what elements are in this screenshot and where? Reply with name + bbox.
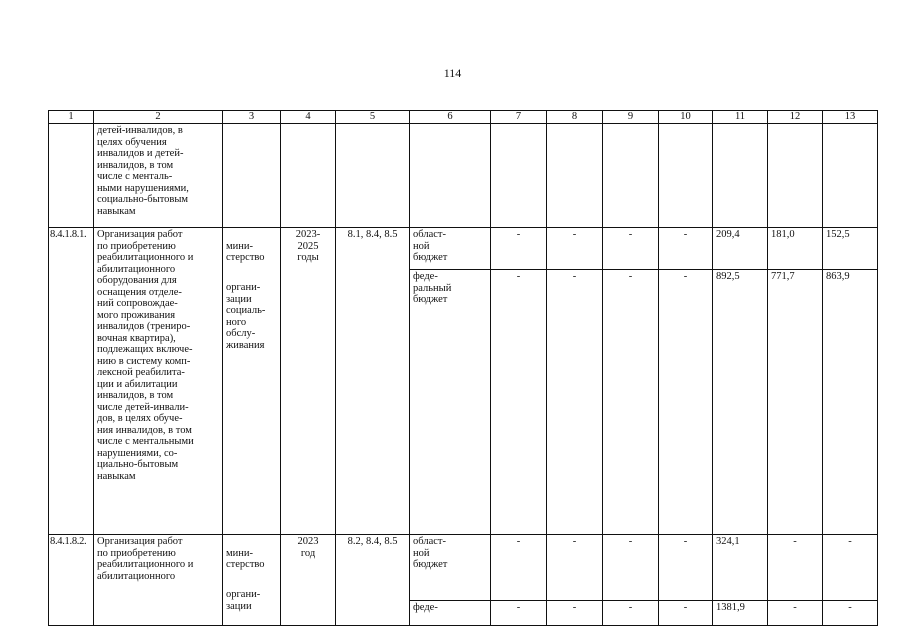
- column-number: 7: [491, 111, 547, 124]
- column-number: 12: [768, 111, 823, 124]
- table-row: [49, 228, 878, 270]
- value-cell: -: [491, 535, 547, 601]
- value-cell: -: [491, 228, 547, 270]
- column-number: 9: [603, 111, 659, 124]
- indicators-cell: 8.2, 8.4, 8.5: [336, 535, 410, 626]
- value-cell: -: [491, 270, 547, 535]
- value-cell: -: [603, 270, 659, 535]
- code-cell: 8.4.1.8.2.: [49, 535, 94, 626]
- value-cell: -: [659, 601, 713, 625]
- executor-cell: [223, 228, 281, 535]
- description-cell: Организация работ по приобретению реабилитационного и абилитационного: [94, 535, 223, 626]
- value-cell: 209,4: [713, 228, 768, 270]
- executor-cell: [223, 535, 281, 626]
- value-cell: -: [491, 601, 547, 625]
- period-cell: 2023- 2025 годы: [281, 228, 336, 535]
- value-cell: -: [659, 535, 713, 601]
- description-cell: Организация работ по приобретению реабилитационного и абилитационного оборудования для оснащения отделе- ний сопровождае- мого проживания инвалидов (трениро- вочная квартира), подлежащих включе- нию в систему комп- лексной реабилита- ции и абилитации инвалидов, в том числе детей-инвали- дов, в целях обуче- ния инвалидов, в том числе с ментальными нарушениями, со- циально-бытовым навыкам: [94, 228, 223, 535]
- value-cell: -: [659, 228, 713, 270]
- period-cell: 2023 год: [281, 535, 336, 626]
- page-number: 114: [443, 66, 462, 80]
- value-cell: -: [603, 228, 659, 270]
- funding-source: област- ной бюджет: [410, 535, 491, 601]
- value-cell: -: [823, 601, 878, 625]
- funding-source: област- ной бюджет: [410, 228, 491, 270]
- value-cell: 1381,9: [713, 601, 768, 625]
- value-cell: -: [547, 270, 603, 535]
- column-number: 5: [336, 111, 410, 124]
- executor-secondary: органи- зации: [226, 589, 261, 612]
- table-row: [49, 535, 878, 601]
- description-cell: детей-инвалидов, в целях обучения инвалидов и детей- инвалидов, в том числе с менталь- ными нарушениями, социально-бытовым навыкам: [94, 124, 223, 228]
- value-cell: 181,0: [768, 228, 823, 270]
- executor-primary: мини- стерство: [226, 547, 265, 570]
- funding-source: феде-: [410, 601, 491, 625]
- column-number: 4: [281, 111, 336, 124]
- value-cell: -: [768, 535, 823, 601]
- value-cell: 863,9: [823, 270, 878, 535]
- indicators-cell: 8.1, 8.4, 8.5: [336, 228, 410, 535]
- column-number: 13: [823, 111, 878, 124]
- value-cell: -: [768, 601, 823, 625]
- value-cell: -: [823, 535, 878, 601]
- column-number: 10: [659, 111, 713, 124]
- value-cell: 892,5: [713, 270, 768, 535]
- column-number: 2: [94, 111, 223, 124]
- value-cell: 324,1: [713, 535, 768, 601]
- program-table: [48, 110, 878, 626]
- value-cell: -: [659, 270, 713, 535]
- value-cell: 152,5: [823, 228, 878, 270]
- executor-secondary: органи- зации социаль- ного обслу- живания: [226, 282, 266, 351]
- value-cell: -: [603, 535, 659, 601]
- column-number: 1: [49, 111, 94, 124]
- continuation-row: [49, 124, 878, 228]
- code-cell: 8.4.1.8.1.: [49, 228, 94, 535]
- executor-primary: мини- стерство: [226, 240, 265, 263]
- column-number: 6: [410, 111, 491, 124]
- funding-source: феде- ральный бюджет: [410, 270, 491, 535]
- column-number-row: [49, 111, 878, 124]
- value-cell: -: [603, 601, 659, 625]
- value-cell: -: [547, 535, 603, 601]
- column-number: 3: [223, 111, 281, 124]
- value-cell: -: [547, 228, 603, 270]
- value-cell: -: [547, 601, 603, 625]
- column-number: 11: [713, 111, 768, 124]
- code-cell: [49, 124, 94, 228]
- value-cell: 771,7: [768, 270, 823, 535]
- column-number: 8: [547, 111, 603, 124]
